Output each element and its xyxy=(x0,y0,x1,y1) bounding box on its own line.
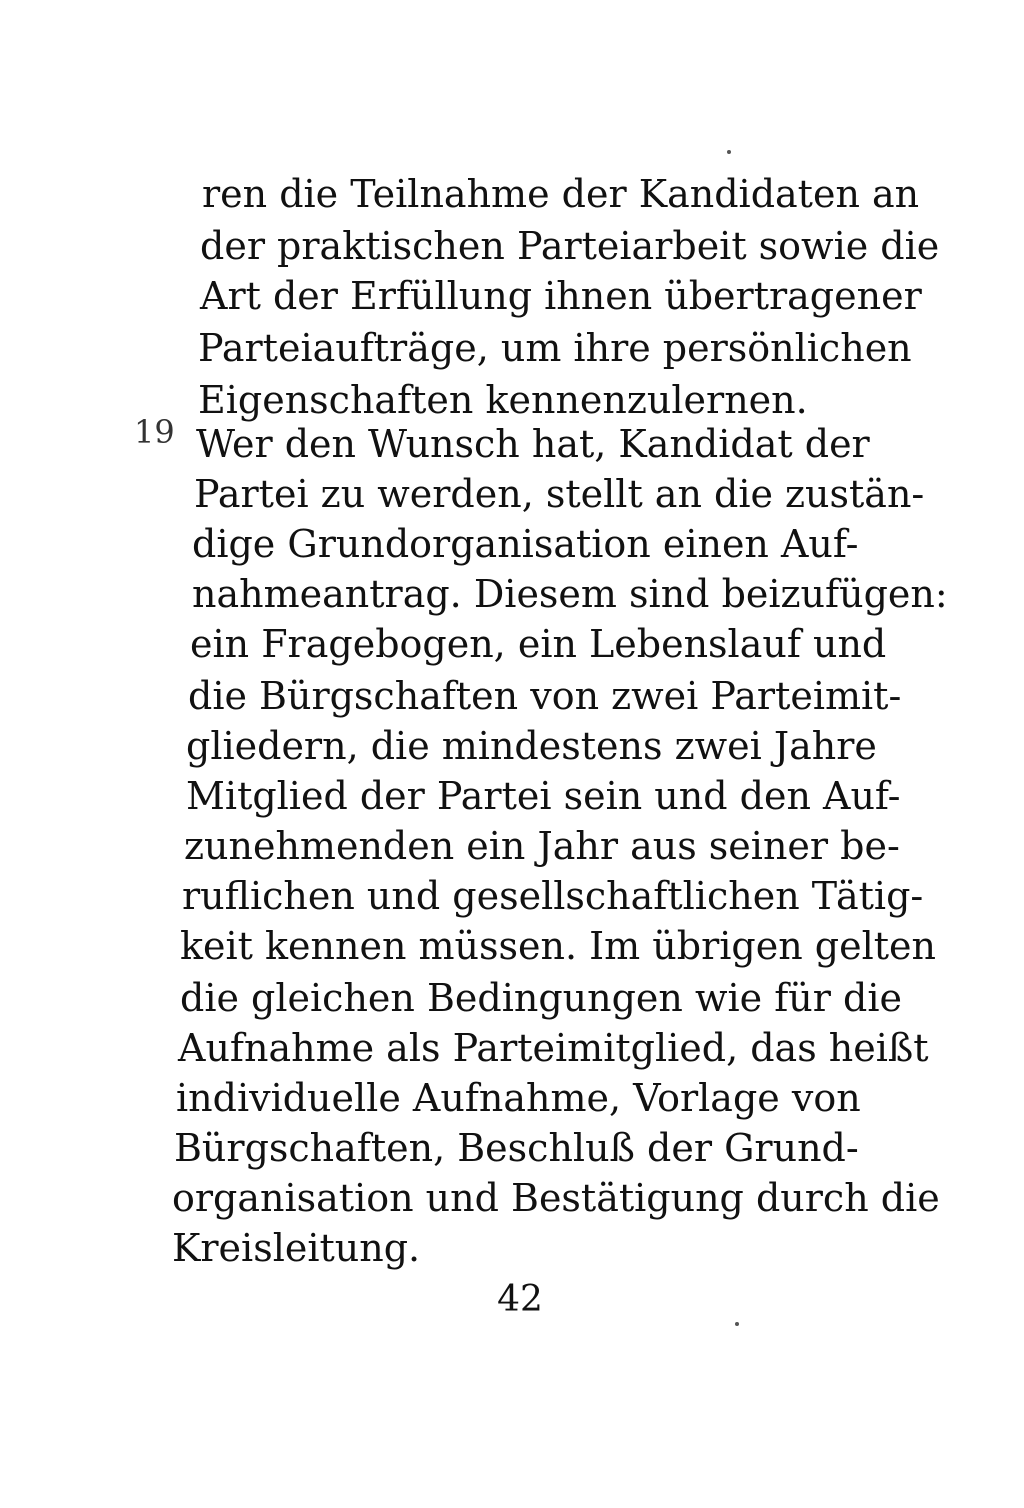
print-speck xyxy=(735,1322,739,1326)
print-speck xyxy=(727,150,731,154)
text-line: ein Fragebogen, ein Lebenslauf und xyxy=(190,622,887,666)
text-line: Wer den Wunsch hat, Kandidat der xyxy=(196,422,870,466)
text-line: Eigenschaften kennenzulernen. xyxy=(198,378,808,422)
text-line: individuelle Aufnahme, Vorlage von xyxy=(176,1076,861,1120)
text-line: zunehmenden ein Jahr aus seiner be- xyxy=(184,824,900,868)
text-line: ren die Teilnahme der Kandidaten an xyxy=(202,172,920,216)
text-line: Parteiaufträge, um ihre persönlichen xyxy=(198,326,912,370)
text-line: Bürgschaften, Beschluß der Grund- xyxy=(174,1126,859,1170)
text-line: Aufnahme als Parteimitglied, das heißt xyxy=(178,1026,929,1070)
text-line: ruflichen und gesellschaftlichen Tätig- xyxy=(182,874,924,918)
text-line: die gleichen Bedingungen wie für die xyxy=(180,976,902,1020)
text-line: die Bürgschaften von zwei Parteimit- xyxy=(188,674,902,718)
text-line: organisation und Bestätigung durch die xyxy=(172,1176,940,1220)
text-line: Mitglied der Partei sein und den Auf- xyxy=(186,774,901,818)
page-number: 42 xyxy=(497,1279,543,1320)
paragraph-number: 19 xyxy=(134,413,175,451)
text-line: der praktischen Parteiarbeit sowie die xyxy=(200,224,940,268)
text-line: Art der Erfüllung ihnen übertragener xyxy=(200,274,922,318)
text-line: dige Grundorganisation einen Auf- xyxy=(192,522,859,566)
text-line: keit kennen müssen. Im übrigen gelten xyxy=(180,924,936,968)
text-line: nahmeantrag. Diesem sind beizufügen: xyxy=(192,572,948,616)
text-line: Kreisleitung. xyxy=(172,1226,421,1270)
text-line: gliedern, die mindestens zwei Jahre xyxy=(186,724,877,768)
text-line: Partei zu werden, stellt an die zustän- xyxy=(194,472,925,516)
